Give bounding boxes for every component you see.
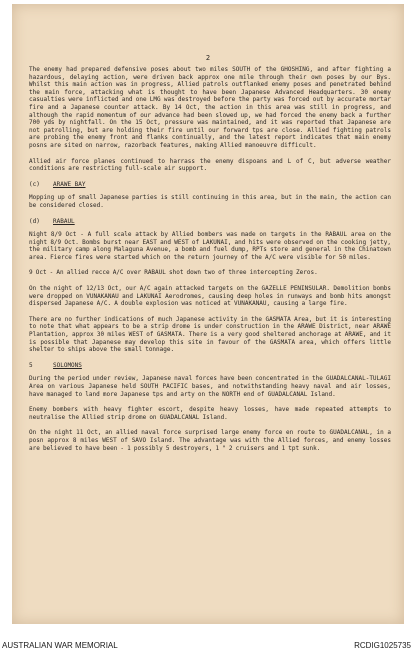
section-title: SOLOMONS [53, 361, 82, 369]
archive-name: AUSTRALIAN WAR MEMORIAL [2, 641, 118, 650]
page-number: 2 [205, 54, 211, 62]
section-letter: (c) [29, 180, 40, 188]
paragraph: Night 8/9 Oct - A full scale attack by Allied bombers was made on targets in the RABAUL area on the night 8/9 Oct. Bombs burst near EAST and WEST of LAKUNAI, and hits were observed on the cooking jetty, the military camp along Malaguna Avenue, a bomb and fuel dump, RPTs store and general in the Chinatown area. Fierce fires were started which on the return journey of the A/C were visible for 50 miles. [29, 231, 391, 261]
section-letter: (d) [29, 217, 40, 225]
section-letter: 5 [29, 361, 33, 369]
paragraph: Enemy bombers with heavy fighter escort, despite heavy losses, have made repeated attempts to neutralise the Allied strip drome on GUADALCANAL Island. [29, 406, 391, 421]
paragraph: During the period under review, Japanese naval forces have been concentrated in the GUADALCANAL-TULAGI Area on various Japanese held SOUTH PACIFIC bases, and notwithstanding heavy naval and air losses, have managed to land more Japanese tps and arty on the NORTH end of GUADALCANAL Island. [29, 375, 391, 398]
paragraph: There are no further indications of much Japanese activity in the GASMATA Area, but it is interesting to note that what appears to be a strip drome is under construction in the ARAWE District, near ARAWE Plantation, approx 30 miles WEST of GASMATA. There is a very good sheltered anchorage at ARAWE, and it is possible that Japanese may develop this site in favour of the GASMATA area, which offers little shelter to ships above the small tonnage. [29, 315, 391, 354]
archive-footer [0, 630, 413, 654]
section-heading-5 [29, 362, 391, 370]
section-title: RABAUL [53, 217, 75, 225]
paragraph: The enemy had prepared defensive poses about two miles SOUTH of the GHOSHING, and after fighting a hazardous, delaying action, were driven back approx one mile through their own poses by our Bys. Whilst this main action was in progress, Allied patrols outflanked enemy poses and penetrated behind the main force, attacking what is thought to have been Japanese Advanced Headquarters. 30 enemy casualties were inflicted and one LMG was destroyed before the party was forced out by accurate mortar fire and a Japanese counter attack. By 14 Oct, the action in this area was still in progress, and although the rapid momentum of our advance had been slowed up, we had forced the enemy back a further 700 yds by nightfall. On the 15 Oct, pressure was maintained, and it was reported that Japanese are not patrolling, but are holding their fire until our forward tps are close. Allied fighting patrols are probing the enemy front and flanks continually, and the latest report indicates that main enemy posns are sited on narrow, razorback features, making Allied manoeuvre difficult. [29, 66, 391, 149]
section-heading-d [29, 218, 391, 226]
paragraph: On the night of 12/13 Oct, our A/C again attacked targets on the GAZELLE PENINSULAR. Demolition bombs were dropped on VUNAKANAU and LAKUNAI Aerodromes, causing deep holes in runways and bomb hits amongst dispersed Japanese A/C. A double explosion was noticed at VUNAKANAU, causing a large fire. [29, 285, 391, 308]
paragraph: Mopping up of small Japanese parties is still continuing in this area, but in the main, the action can be considered closed. [29, 194, 391, 209]
paragraph: On the night 11 Oct, an allied naval force surprised large enemy force en route to GUADALCANAL, in a posn approx 8 miles WEST of SAVO Island. The advantage was with the Allied forces, and enemy losses are believed to have been - 1 possibly 5 destroyers, 1 " 2 cruisers and 1 tpt sunk. [29, 429, 391, 452]
section-heading-c [29, 181, 391, 189]
document-sheet [12, 4, 404, 624]
paragraph: 9 Oct - An allied recce A/C over RABAUL shot down two of three intercepting Zeros. [29, 269, 318, 277]
document-body [29, 66, 391, 460]
section-title: ARAWE BAY [53, 180, 86, 188]
paragraph: Allied air force planes continued to harrass the enemy dispoans and L of C, but adverse weather conditions are restricting full-scale air support. [29, 157, 391, 173]
archive-reference: RCDIG1025735 [354, 641, 411, 650]
